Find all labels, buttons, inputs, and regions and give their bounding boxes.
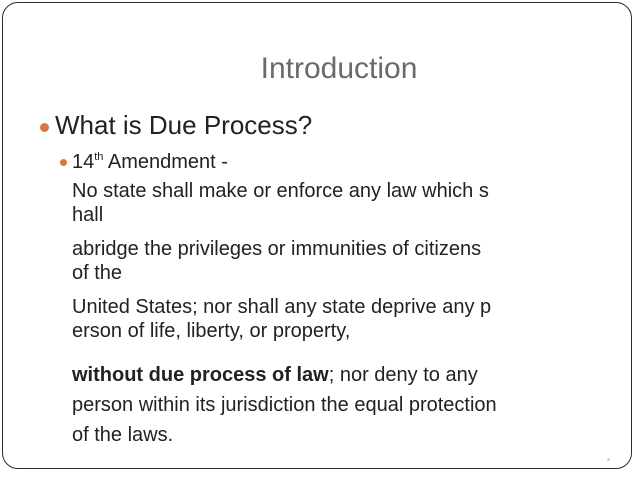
amendment-number: 14 — [72, 151, 95, 173]
amendment-ordinal: th — [94, 151, 104, 163]
bold-phrase: without due process of law — [72, 364, 329, 386]
bold-tail: ; nor deny to any — [328, 364, 478, 386]
bullet-amendment — [72, 151, 228, 174]
amendment-label: Amendment - — [103, 151, 228, 173]
text-line: abridge the privileges or immunities of citizens — [72, 238, 482, 260]
text-line: of the laws. — [72, 424, 174, 446]
bullet-dot-icon — [40, 123, 49, 132]
page-marker — [607, 458, 610, 461]
slide-title: Introduction — [260, 52, 418, 85]
bullet-dot-icon — [60, 159, 67, 166]
text-line: erson of life, liberty, or property, — [72, 320, 351, 342]
bullet-question: What is Due Process? — [55, 110, 313, 140]
text-line: hall — [72, 204, 104, 226]
text-line: person within its jurisdiction the equal protection — [72, 394, 497, 416]
text-line: No state shall make or enforce any law which s — [72, 180, 489, 202]
text-line: United States; nor shall any state deprive any p — [72, 296, 492, 318]
text-line: of the — [72, 262, 123, 284]
text-line-bold — [72, 364, 478, 387]
